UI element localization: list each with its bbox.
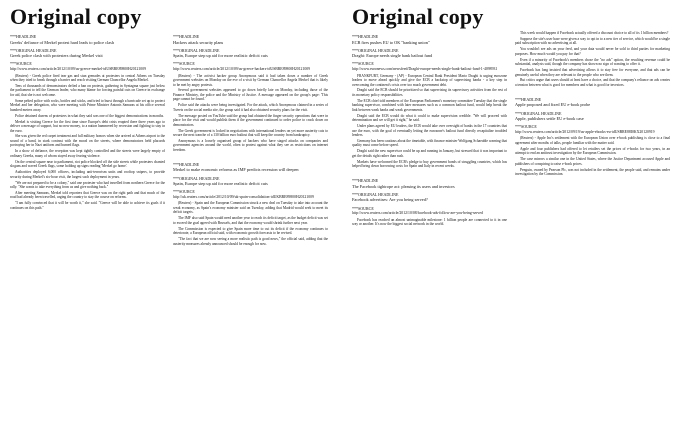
paragraph: The case mirrors a similar one in the United States, where the Justice Department accused Apple and publishers of conspiring to raise e-book prices. [515, 157, 670, 166]
paragraph: "We are not prepared to be a colony," said one protester who had travelled from northern Greece for the rally. "She wants to take everything from us and give nothing back." [10, 180, 165, 190]
paragraph: The ECB chief told members of the European Parliament's monetary committee Tuesday that the single banking supervisor, combined with later measures such as a common bailout fund, would help break the link between weak banks and weak governments. [352, 98, 507, 112]
article-body [10, 74, 165, 211]
headline: The Facebook tightrope act: pleasing its users and investors [352, 183, 455, 189]
article-body [352, 218, 507, 227]
section-gap [352, 170, 507, 175]
paragraph: You wouldn't see ads on your feed, and your data would never be sold to third parties for marketing purposes. How much would you pay for that? [515, 47, 670, 56]
paragraph: Draghi said the ECB should be prioritized so that supervising its supervisory activities from the rest of its monetary policy responsibilities. [352, 88, 507, 97]
headline: Hackers attack security plans [173, 39, 224, 45]
headline: ECB fires pushes EU to OK "banking union" [352, 39, 430, 45]
paragraph: After meeting Samaras, Merkel told reporters that Greece was on the right path and that much of the road had already been travelled, urging the country to stay the course on reforms. [10, 190, 165, 200]
source-label: ***SOURCE [515, 124, 537, 130]
paragraph: Merkel is visiting Greece for the first time since Europe's debt crisis erupted there three years ago to deliver a message of support, but no new money, to a nation hammered by recession and fighting to stay in the euro. [10, 119, 165, 133]
paragraph: Some pelted police with rocks, bottles and sticks, and tried to burst through a barricade set up to protect Merkel and her delegation, who were meeting with Prime Minister Antonis Samaras at his office several hundred meters away. [10, 98, 165, 112]
paragraph: She was given the red carpet treatment and full military honors when she arrived at Athens airport to the sound of a band, in stark contrast with the mood on the streets, where demonstrators held placards portraying her in Nazi uniform and burned flags. [10, 134, 165, 148]
headline-label: ***HEADLINE [173, 34, 200, 39]
paragraph: Even if a minority of Facebook's members chose the "no ads" option, the resulting revenue could be substantial, analysts said, though the company has shown no sign of wanting to offer it. [515, 57, 670, 67]
paragraph: Police said the attacks were being investigated. For the attack, which Anonymous claimed in a series of Tweets on the social media site, the group said it had also obtained security plans for the visit. [173, 103, 328, 112]
paragraph: Tens of thousands of demonstrators defied a ban on protests, gathering in Syntagma square just below the parliament to tell the German leader, who many blame for forcing painful cuts on Greece in exchange for aid, that she is not welcome. [10, 83, 165, 97]
headline-label: ***HEADLINE [352, 34, 379, 39]
left-page [6, 0, 332, 430]
paragraph: Apple and four publishers had offered to let retailers set the prices of e-books for two years, in an attempt to end an antitrust investigation by the European Commission. [515, 146, 670, 156]
source-url: http://www.euronews.com/newsfeed/Draghi-europe-needs-single-bank-bailout-fund-1-4098931 [352, 66, 498, 71]
original-headline: Spain, Europe step up aid for more realistic deficit cuts [173, 181, 268, 187]
section-gap [515, 89, 670, 94]
paragraph: Suppose the site's user base were given a way to opt in to a new tier of service, which would be a single paid subscription with no advertising at all. [515, 36, 670, 46]
source-url: http://www.reuters.com/article/2012/10/09/us-greece-merkel-idUSBRE89800H20121009 [10, 66, 146, 71]
paragraph: Markets have welcomed the ECB's pledge to buy government bonds of struggling countries, which has helped bring down borrowing costs for Spain and Italy in recent weeks. [352, 159, 507, 169]
page-body [6, 31, 332, 430]
original-headline-label: ***ORIGINAL HEADLINE [352, 191, 399, 197]
source-url: http://www.reuters.com/article/2012/09/19/us-apple-ebooks-eu-idUSBRE88I0KX20120919 [515, 129, 655, 134]
headline: Merkel to make economic reforms as IMF predicts recession will deepen [173, 167, 299, 173]
original-headline: Greek police clash with protesters during Merkel visit [10, 53, 103, 59]
article-body [352, 74, 507, 169]
left-column-1 [10, 31, 165, 430]
paragraph: (Reuters) - Spain and the European Commission struck a new deal on Tuesday to take into account the weak economy, as Spain's economy minister said on Tuesday, adding that Madrid would seek to meet its deficit targets. [173, 201, 328, 215]
paragraph: "The fact that we are now seeing a more realistic path is good news," the official said, adding that the austerity measures already announced should be enough for now. [173, 237, 328, 246]
source-label: ***SOURCE [173, 61, 195, 67]
article-continuation [515, 31, 670, 87]
headline: Apple proposed and fixed EU e-book probe [515, 102, 591, 108]
original-headline-label: ***ORIGINAL HEADLINE [515, 110, 562, 116]
paragraph: The IMF also said Spain would need another year to reach its deficit target, as the budget deficit was set to exceed the goal agreed with Brussels, and that the economy would shrink further next year. [173, 216, 328, 225]
page-title: Original copy [352, 4, 484, 29]
source-url: http://www.reuters.com/article/2012/10/09/us-greece-hackers-idUSBRE89800H20121009 [173, 66, 311, 71]
original-headline-label: ***ORIGINAL HEADLINE [173, 47, 220, 53]
source-url: http://www.reuters.com/article/2012/10/08/facebook-ads-follow-are-you-being-served [352, 211, 483, 216]
paragraph: The Commission is expected to give Spain more time to cut its deficit if the economy continues to deteriorate, a European official said, with economic growth forecasts to be revised. [173, 226, 328, 236]
article-body [173, 74, 328, 153]
paragraph: FRANKFURT, Germany - (AP) - European Central Bank President Mario Draghi is urging eurozone leaders to move ahead quickly and give the ECB a backstop of supervising banks - a key step in overcoming the continent's crisis over too much government debt. [352, 73, 507, 87]
article-body [173, 201, 328, 246]
right-column-1 [352, 31, 507, 430]
source-label: ***SOURCE [10, 61, 32, 67]
original-headline: Spain, Europe step up aid for more realistic deficit cuts [173, 53, 268, 59]
original-headline: Apple, publishers settle EU e-book case [515, 116, 584, 122]
paragraph: Anonymous is a loosely organised group of hackers who have staged attacks on companies and government agencies around the world, often to protest against what they see as restrictions on internet freedom. [173, 138, 328, 152]
page-body [348, 31, 674, 430]
paragraph: "I am fully convinced that it will be worth it," she said. "Greece will be able to achieve its goals if it continues on this path." [10, 201, 165, 210]
paragraph: The Greek government is locked in negotiations with international lenders on yet more austerity cuts to secure the next tranche of a 130 billion euro bailout that will keep the country from bankruptcy. [173, 128, 328, 138]
paragraph: Facebook has long insisted that advertising allows it to stay free for everyone, and that ads can be genuinely useful when they are relevant to the people who see them. [515, 68, 670, 77]
paragraph: Police detained dozens of protesters in what they said was one of the biggest demonstrations in months. [15, 113, 165, 118]
headline-label: ***HEADLINE [10, 34, 37, 39]
original-headline: Draghi: Europe needs single bank bailout fund [352, 53, 433, 59]
headline: Greeks' defiance of Merkel protest hard leads to police clash [10, 39, 114, 45]
paragraph: Under plans agreed by EU leaders, the ECB would take over oversight of banks in the 17 countries that use the euro, with the goal of eventually letting the eurozone's bailout fund directly recapitalize troubled lenders. [352, 124, 507, 138]
headline-label: ***HEADLINE [173, 161, 200, 167]
right-column-2 [515, 31, 670, 430]
paragraph: The message posted on YouTube said the group had obtained the finger security operations that were in place for the visit and would publish them if the government continued to order police to crack down on demonstrators. [173, 113, 328, 127]
paragraph: Draghi said the ECB would do what it could to make supervision credible. "We will proceed with determination and we will get it right," he said. [352, 113, 507, 123]
original-headline-label: ***ORIGINAL HEADLINE [173, 175, 220, 181]
paragraph: (Reuters) - The activist hacker group Anonymous said it had taken down a number of Greek government websites on Monday on the eve of a visit by German Chancellor Angela Merkel that is likely to be met by angry protests. [173, 73, 328, 87]
paragraph: (Reuters) - Apple Inc's settlement with the European Union over e-book publishing is close to a final agreement after months of talks, people familiar with the matter said. [515, 136, 670, 145]
paragraph: (Reuters) - Greek police fired tear gas and stun grenades at protesters in central Athens on Tuesday when they tried to break through a barrier and reach visiting German Chancellor Angela Merkel. [10, 73, 165, 82]
headline-label: ***HEADLINE [515, 96, 542, 102]
paragraph: Germany has been cautious about the timetable, with finance minister Wolfgang Schaeuble warning that quality must come before speed. [352, 138, 507, 148]
paragraph: On the central square near to parliament, riot police blocked off the side streets while protesters chanted slogans and waved Greek flags, some holding up signs reading 'Merkel go home'. [10, 159, 165, 169]
left-column-2 [173, 31, 328, 430]
article-body [515, 136, 670, 176]
paragraph: Several government websites appeared to go down briefly late on Monday, including those of the Finance Ministry, the police and the Ministry of Justice. A message appeared on the group's page: 'This page cannot be found.' [173, 88, 328, 102]
paragraph: Authorities deployed 6,000 officers, including anti-terrorism units and rooftop snipers, to provide security during Merkel's six-hour visit, the largest such deployment in years. [10, 170, 165, 179]
original-headline-label: ***ORIGINAL HEADLINE [352, 47, 399, 53]
paragraph: But critics argue that users should at least have a choice, and that the company's reliance on ads creates a tension between what is good for members and what is good for investors. [515, 78, 670, 87]
headline-label: ***HEADLINE [352, 178, 379, 184]
paragraph: This week would happen if Facebook actually offered a discount choice to all of its 1 billion members? [520, 31, 669, 35]
source-label: ***SOURCE [352, 205, 374, 211]
paragraph: Facebook has reached an almost unimaginable milestone: 1 billion people are connected to it in one way or another. It's now the biggest social network in the world. [352, 217, 507, 227]
paragraph: In a show of defiance, the reception was kept tightly controlled and the streets were largely empty of ordinary Greeks, many of whom stayed away fearing violence. [10, 149, 165, 158]
paragraph: Draghi said the new supervisor could be up and running in January, but stressed that it was important to get the details right rather than rush. [352, 149, 507, 158]
right-page [348, 0, 674, 430]
original-headline: Facebook advertises: Are you being served? [352, 197, 428, 203]
source-url: http://uk.reuters.com/article/2012/10/09/uk-spain-consolidation-idUKBRE89800H20121009 [173, 194, 314, 199]
paragraph: Penguin, owned by Pearson Plc, was not included in the settlement, the people said, and remains under investigation by the Commission. [515, 167, 670, 177]
page-title: Original copy [10, 4, 142, 29]
section-gap [173, 154, 328, 159]
source-label: ***SOURCE [173, 189, 195, 195]
source-label: ***SOURCE [352, 61, 374, 67]
original-headline-label: ***ORIGINAL HEADLINE [10, 47, 57, 53]
